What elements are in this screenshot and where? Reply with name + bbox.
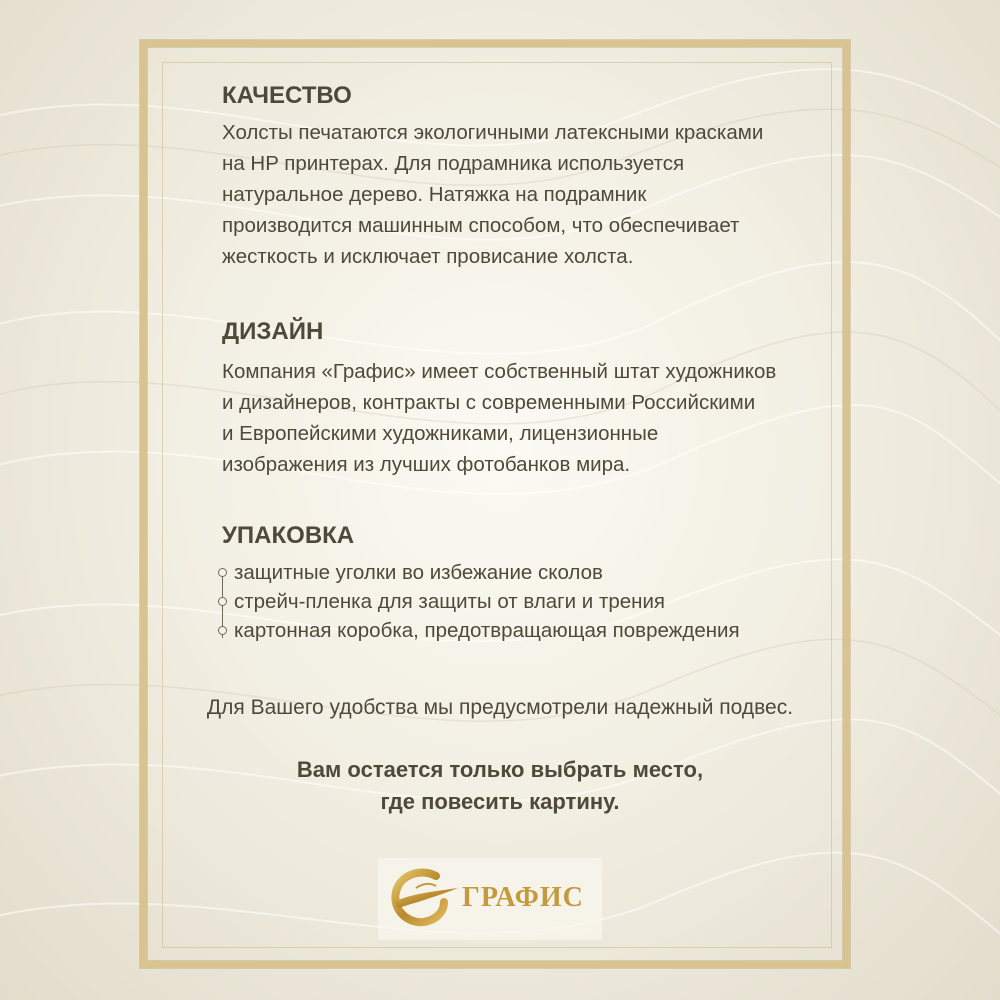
list-item [218, 587, 818, 616]
quality-paragraph [222, 117, 802, 272]
quality-line: жесткость и исключает провисание холста. [222, 245, 634, 268]
hanging-note: Для Вашего удобства мы предусмотрели надежный подвес. [206, 696, 794, 719]
quality-line: натуральное дерево. Натяжка на подрамник [222, 183, 647, 206]
design-line: и Европейскими художниками, лицензионные [222, 422, 659, 445]
bullet-icon [218, 597, 227, 606]
cta-line: где повесить картину. [380, 789, 620, 814]
design-line: и дизайнеров, контракты с современными Российскими [222, 391, 756, 414]
quality-line: производится машинным способом, что обеспечивает [222, 214, 740, 237]
list-item-text: стрейч-пленка для защиты от влаги и трения [234, 590, 666, 613]
bullet-icon [218, 626, 227, 635]
quality-line: на HP принтерах. Для подрамника используется [222, 152, 685, 175]
quality-heading: КАЧЕСТВО [222, 82, 352, 109]
packaging-heading: УПАКОВКА [222, 522, 355, 549]
grafis-logo-icon [386, 866, 462, 930]
list-item-text: защитные уголки во избежание сколов [234, 561, 603, 584]
packaging-list [218, 558, 818, 645]
design-line: Компания «Графис» имеет собственный штат художников [222, 360, 777, 383]
bullet-icon [218, 568, 227, 577]
design-heading: ДИЗАЙН [222, 318, 324, 345]
design-paragraph [222, 356, 802, 480]
call-to-action [0, 754, 1000, 818]
list-item [218, 558, 818, 587]
list-item [218, 616, 818, 645]
design-line: изображения из лучших фотобанков мира. [222, 453, 631, 476]
quality-line: Холсты печатаются экологичными латексными красками [222, 121, 764, 144]
cta-line: Вам остается только выбрать место, [296, 757, 704, 782]
list-item-text: картонная коробка, предотвращающая повреждения [234, 619, 740, 642]
logo-text: ГРАФИС [462, 882, 584, 913]
